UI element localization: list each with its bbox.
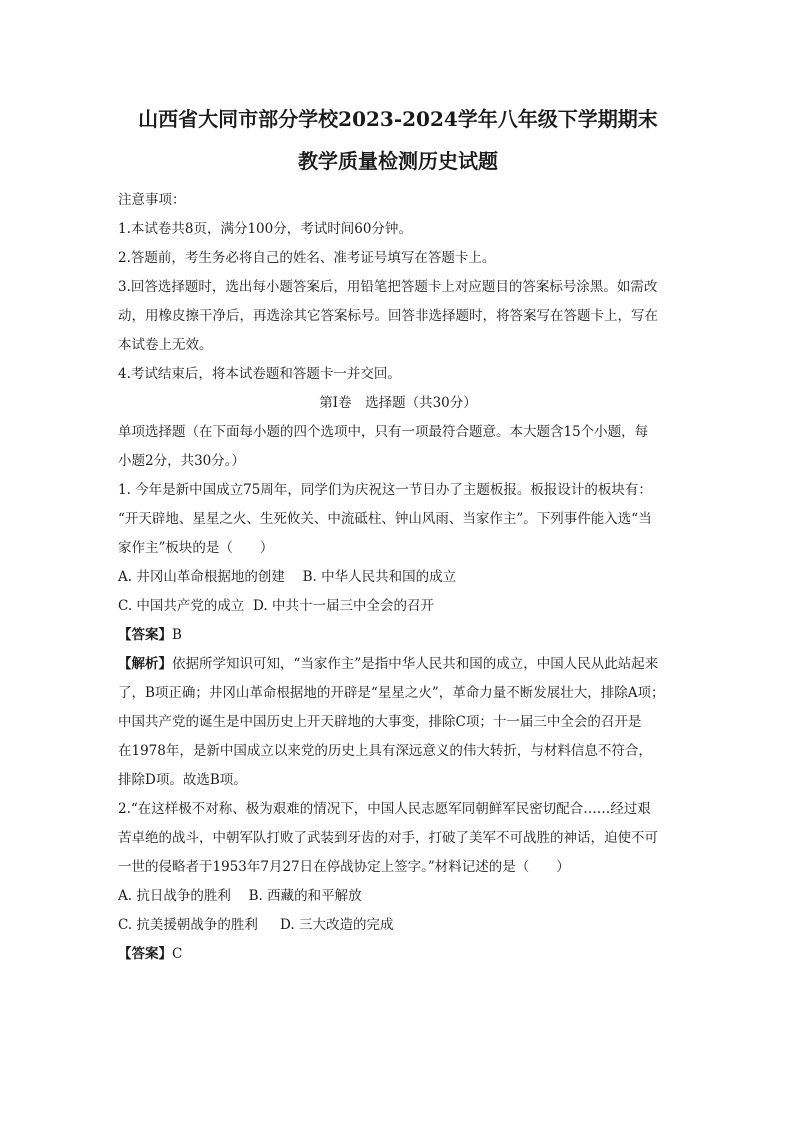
options-row (118, 911, 678, 940)
analysis-line: 了，B项正确；井冈山革命根据地的开辟是“星星之火”，革命力量不断发展壮大，排除A项； (118, 685, 665, 701)
answer-line (118, 940, 678, 969)
exam-page (118, 98, 678, 969)
question-stem-line: 2.“在这样极不对称、极为艰难的情况下，中国人民志愿军同朝鲜军民密切配合……经过艰 (118, 801, 651, 817)
options-text: A. 抗日战争的胜利 B. 西藏的和平解放 (118, 888, 362, 904)
options-text: A. 井冈山革命根据地的创建 B. 中华人民共和国的成立 (118, 569, 457, 585)
notice-item: 动，用橡皮擦干净后，再选涂其它答案标号。回答非选择题时，将答案写在答题卡上，写在 (118, 308, 658, 324)
exam-title-line2: 教学质量检测历史试题 (298, 149, 498, 173)
options-row (118, 592, 678, 621)
question-stem-line: 家作主”板块的是（ ） (118, 540, 274, 556)
analysis-line: 排除D项。故选B项。 (118, 772, 247, 788)
question-1 (118, 476, 678, 795)
question-stem-line: 苦卓绝的战斗，中朝军队打败了武装到牙齿的对手，打破了美军不可战胜的神话，迫使不可 (118, 830, 658, 846)
instruction-line: 小题2分，共30分。） (118, 453, 246, 469)
analysis-line: 在1978年，是新中国成立以来党的历史上具有深远意义的伟大转折，与材料信息不符合， (118, 743, 652, 759)
question-stem-line: 1. 今年是新中国成立75周年，同学们为庆祝这一节日办了主题板报。板报设计的板块有： (118, 482, 652, 498)
exam-title-line1: 山西省大同市部分学校2023-2024学年八年级下学期期末 (138, 107, 658, 131)
analysis-label: 【解析】 (118, 656, 172, 672)
options-text: C. 中国共产党的成立 D. 中共十一届三中全会的召开 (118, 598, 434, 614)
answer-line (118, 621, 678, 650)
answer-value: C (172, 946, 183, 962)
notice-heading: 注意事项： (118, 192, 186, 208)
notice-item: 本试卷上无效。 (118, 337, 213, 353)
notice-item: 3.回答选择题时，选出每小题答案后，用铅笔把答题卡上对应题目的答案标号涂黑。如需改 (118, 279, 658, 295)
instructions (118, 418, 678, 476)
question-stem-line: 一世的侵略者于1953年7月27日在停战协定上签字。”材料记述的是（ ） (118, 859, 570, 875)
analysis-text: 依据所学知识可知，“当家作主”是指中华人民共和国的成立，中国人民从此站起来 (172, 656, 659, 672)
answer-label: 【答案】 (118, 627, 172, 643)
answer-label: 【答案】 (118, 946, 172, 962)
notice-section (118, 186, 678, 389)
section-title: 第Ⅰ卷 选择题（共30分） (319, 395, 477, 411)
notice-item: 1.本试卷共8页，满分100分，考试时间60分钟。 (118, 221, 412, 237)
notice-item: 4.考试结束后，将本试卷题和答题卡一并交回。 (118, 366, 401, 382)
options-row (118, 563, 678, 592)
answer-value: B (172, 627, 182, 643)
instruction-line: 单项选择题（在下面每小题的四个选项中，只有一项最符合题意。本大题含15个小题，每 (118, 424, 649, 440)
options-text: C. 抗美援朝战争的胜利 D. 三大改造的完成 (118, 917, 394, 933)
analysis-line (118, 650, 678, 679)
analysis-line: 中国共产党的诞生是中国历史上开天辟地的大事变，排除C项；十一届三中全会的召开是 (118, 714, 642, 730)
question-2 (118, 795, 678, 969)
options-row (118, 882, 678, 911)
notice-item: 2.答题前，考生务必将自己的姓名、准考证号填写在答题卡上。 (118, 250, 496, 266)
question-stem-line: “开天辟地、星星之火、生死攸关、中流砥柱、钟山风雨、当家作主”。下列事件能入选“当 (118, 511, 652, 527)
